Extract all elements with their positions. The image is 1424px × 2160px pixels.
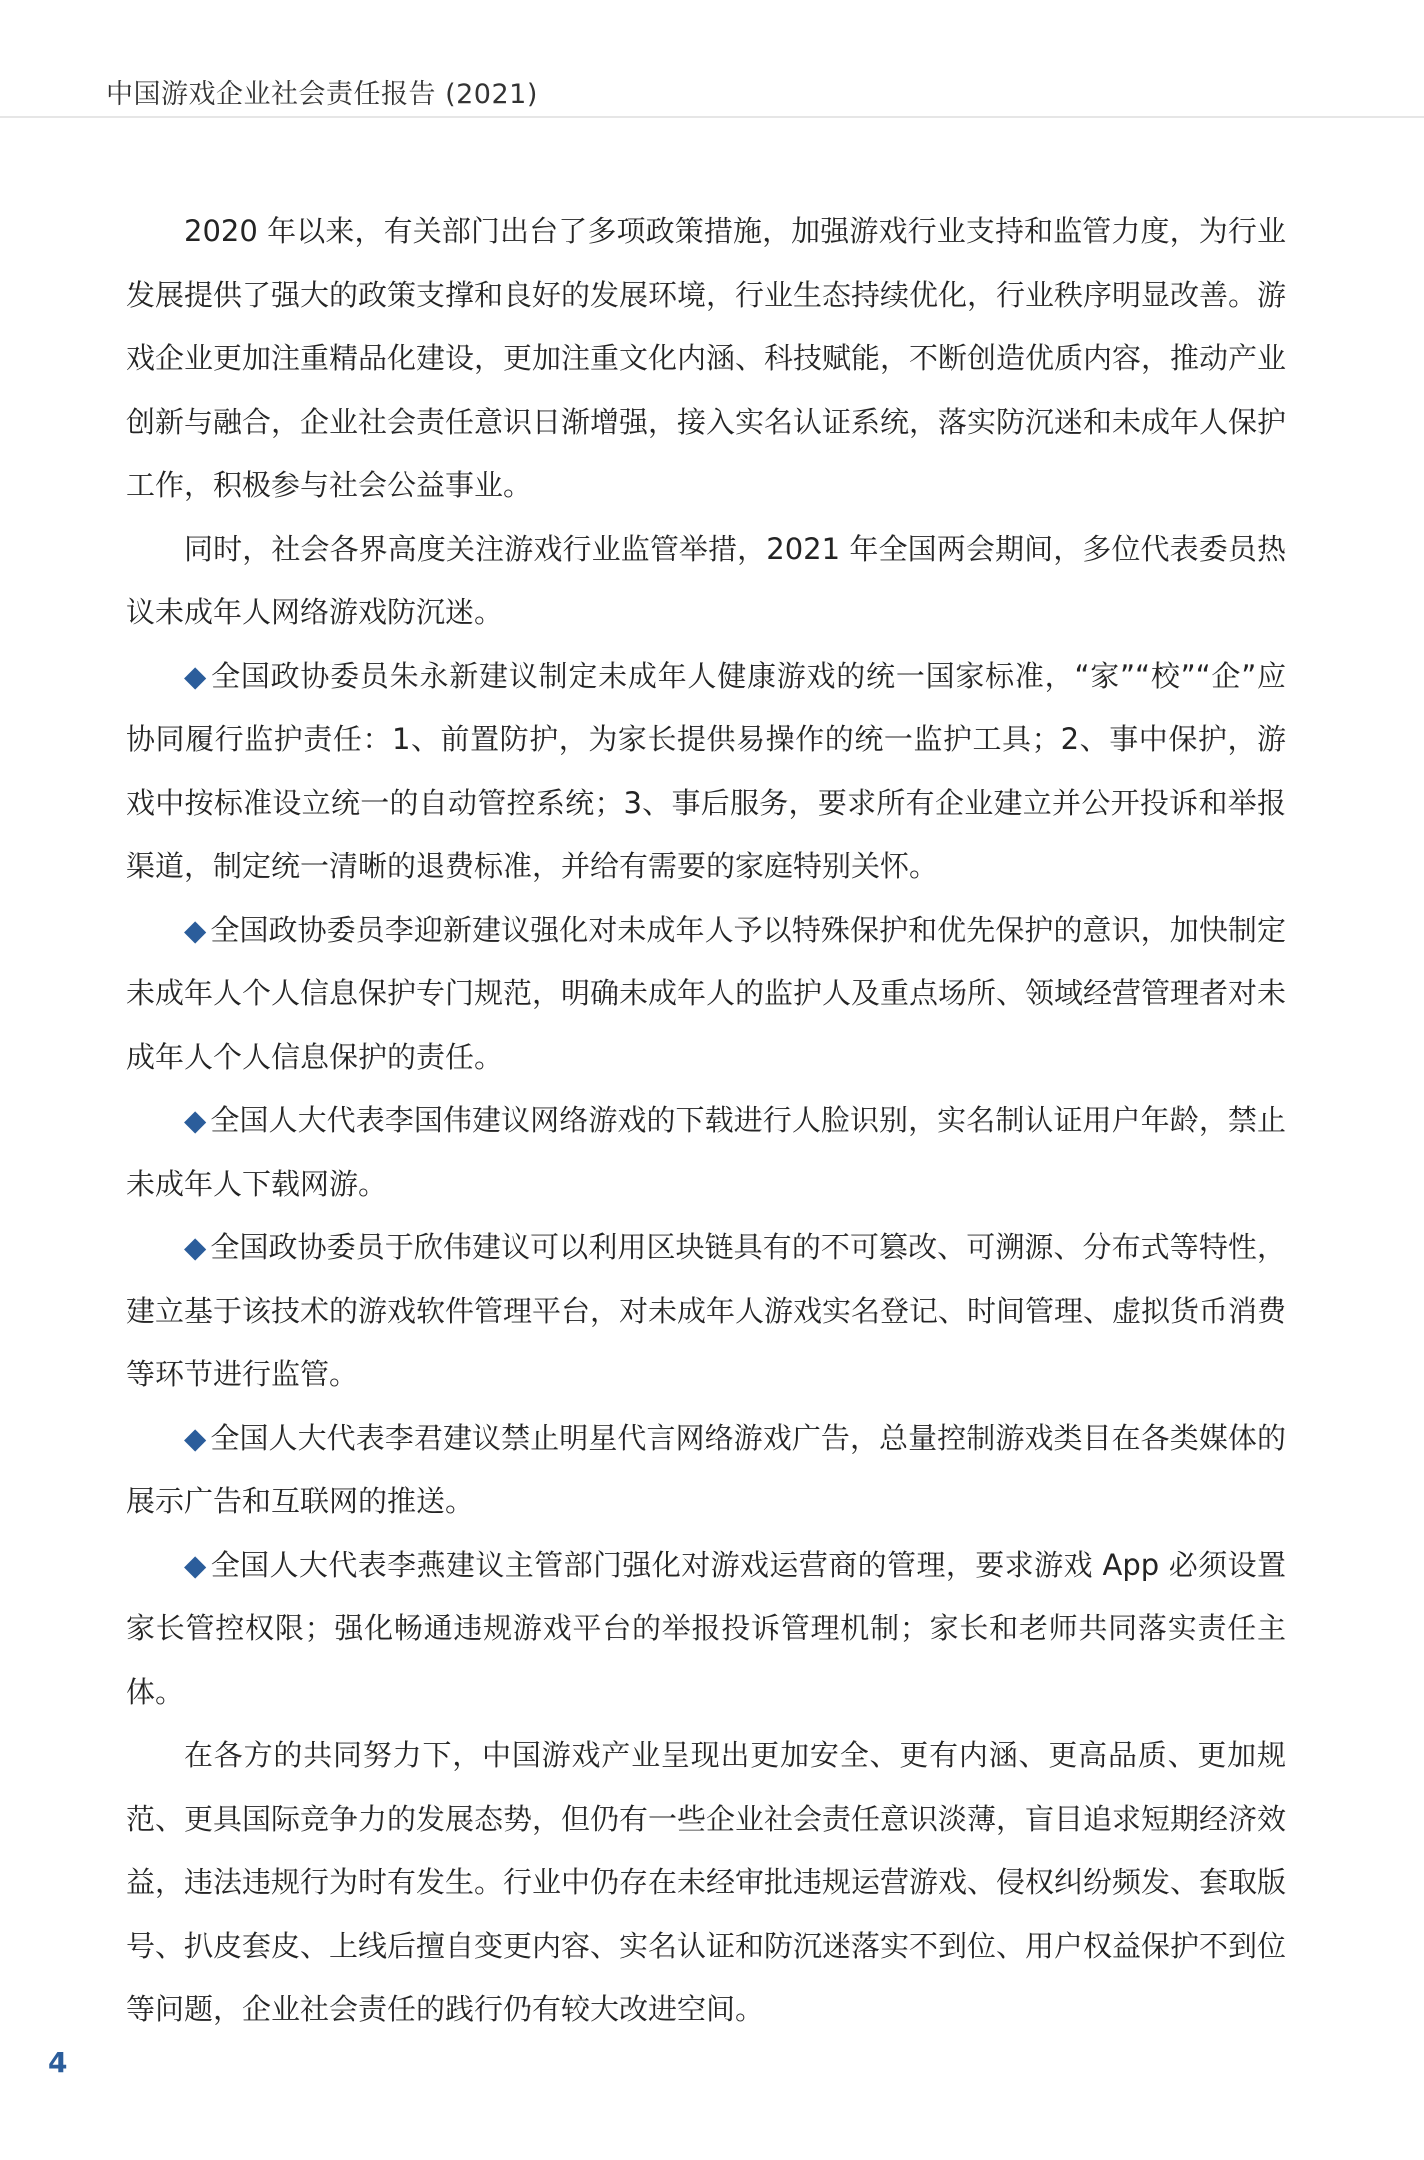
paragraph: 同时，社会各界高度关注游戏行业监管举措，2021 年全国两会期间，多位代表委员热议未成年人网络游戏防沉迷。 (126, 531, 1286, 629)
closing-paragraph: 在各方的共同努力下，中国游戏产业呈现出更加安全、更有内涵、更高品质、更加规范、更具国际竞争力的发展态势，但仍有一些企业社会责任意识淡薄，盲目追求短期经济效益，违法违规行为时有发生。行业中仍存在未经审批违规运营游戏、侵权纠纷频发、套取版号、扒皮套皮、上线后擅自变更内容、实名认证和防沉迷落实不到位、用户权益保护不到位等问题，企业社会责任的践行仍有较大改进空间。 (126, 1738, 1287, 2026)
bullet-text: 全国政协委员朱永新建议制定未成年人健康游戏的统一国家标准，“家”“校”“企”应协同履行监护责任：1、前置防护，为家长提供易操作的统一监护工具；2、事中保护，游戏中按标准设立统一的自动管控系统；3、事后服务，要求所有企业建立并公开投诉和举报渠道，制定统一清晰的退费标准，并给有需要的家庭特别关怀。 (126, 658, 1286, 883)
diamond-bullet-icon: ◆ (184, 912, 207, 947)
bullet-text: 全国政协委员于欣伟建议可以利用区块链具有的不可篡改、可溯源、分布式等特性，建立基于该技术的游戏软件管理平台，对未成年人游戏实名登记、时间管理、虚拟货币消费等环节进行监管。 (126, 1230, 1287, 1391)
bullet-item (126, 1407, 1286, 1534)
diamond-bullet-icon: ◆ (184, 1103, 207, 1137)
bullet-text: 全国政协委员李迎新建议强化对未成年人予以特殊保护和优先保护的意识，加快制定未成年人个人信息保护专门规范，明确未成年人的监护人及重点场所、领域经营管理者对未成年人个人信息保护的责任。 (126, 912, 1287, 1074)
bullet-item (126, 1534, 1286, 1725)
bullet-item (126, 899, 1286, 1090)
report-title: 中国游戏企业社会责任报告 (2021) (106, 79, 538, 110)
diamond-bullet-icon: ◆ (184, 658, 208, 693)
diamond-bullet-icon: ◆ (184, 1230, 207, 1264)
page-number: 4 (48, 2046, 68, 2079)
diamond-bullet-icon: ◆ (184, 1547, 207, 1582)
bullet-text: 全国人大代表李君建议禁止明星代言网络游戏广告，总量控制游戏类目在各类媒体的展示广告和互联网的推送。 (126, 1420, 1286, 1518)
diamond-bullet-icon: ◆ (184, 1420, 207, 1455)
bullet-item (126, 1216, 1286, 1407)
body-text (126, 200, 1286, 2042)
page-header (0, 0, 1424, 118)
bullet-text: 全国人大代表李国伟建议网络游戏的下载进行人脸识别，实名制认证用户年龄，禁止未成年人下载网游。 (126, 1103, 1286, 1201)
bullet-text: 全国人大代表李燕建议主管部门强化对游戏运营商的管理，要求游戏 App 必须设置家长管控权限；强化畅通违规游戏平台的举报投诉管理机制；家长和老师共同落实责任主体。 (126, 1547, 1286, 1709)
bullet-item (126, 1089, 1286, 1216)
paragraph: 2020 年以来，有关部门出台了多项政策措施，加强游戏行业支持和监管力度，为行业发展提供了强大的政策支撑和良好的发展环境，行业生态持续优化，行业秩序明显改善。游戏企业更加注重精品化建设，更加注重文化内涵、科技赋能，不断创造优质内容，推动产业创新与融合，企业社会责任意识日渐增强，接入实名认证系统，落实防沉迷和未成年人保护工作，积极参与社会公益事业。 (126, 214, 1287, 502)
bullet-item (126, 645, 1286, 899)
